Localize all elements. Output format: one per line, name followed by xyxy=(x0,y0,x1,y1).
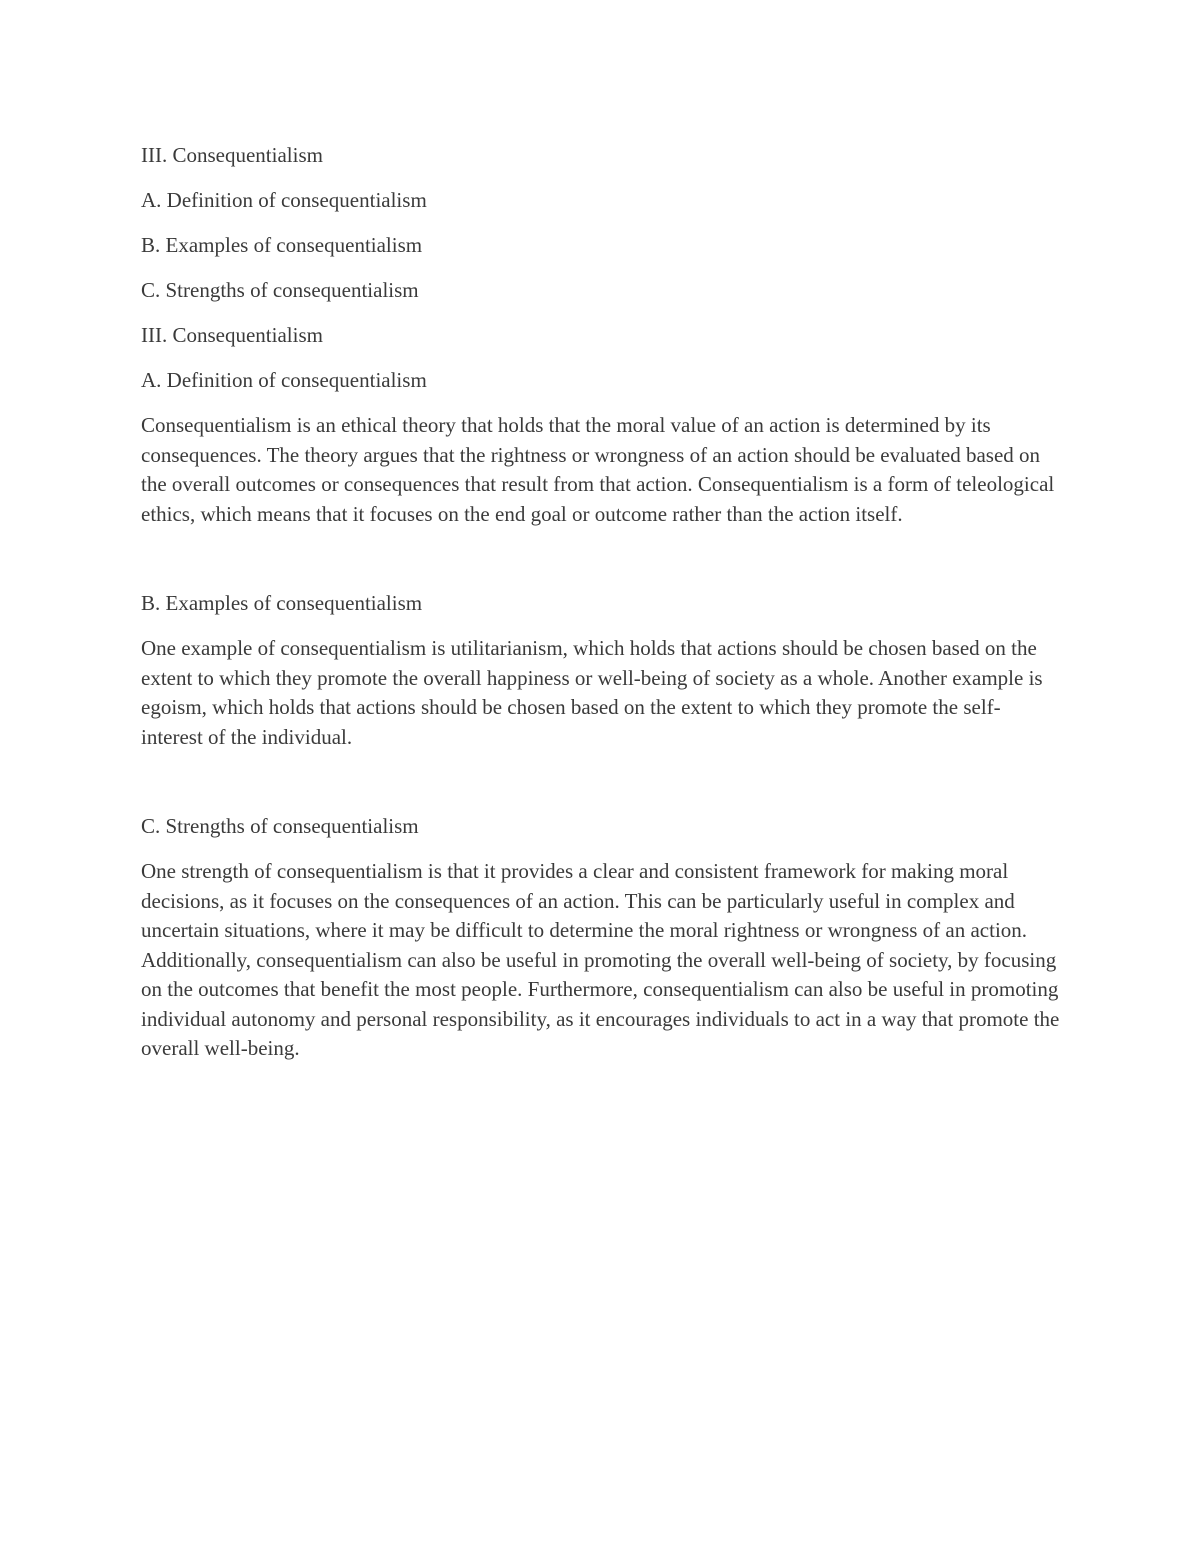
document-page xyxy=(141,141,1061,1064)
section-heading-definition: A. Definition of consequentialism xyxy=(141,368,427,392)
outline-line-definition: A. Definition of consequentialism xyxy=(141,188,427,212)
paragraph-spacer xyxy=(141,529,1061,589)
paragraph-strengths: One strength of consequentialism is that it provides a clear and consistent framework for making moral decisions, as it focuses on the consequences of an action. This can be particularly useful in complex and uncertain situations, where it may be difficult to determine the moral rightness or wrongness of an action. Additionally, consequentialism can also be useful in promoting the overall well-being of society, by focusing on the outcomes that benefit the most people. Furthermore, consequentialism can also be useful in promoting individual autonomy and personal responsibility, as it encourages individuals to act in a way that promote the overall well-being. xyxy=(141,859,1060,1060)
outline-line-examples: B. Examples of consequentialism xyxy=(141,233,423,257)
outline-line-section-title-repeat: III. Consequentialism xyxy=(141,323,323,347)
paragraph-examples: One example of consequentialism is utilitarianism, which holds that actions should be chosen based on the extent to which they promote the overall happiness or well-being of society as a whole. Another example is egoism, which holds that actions should be chosen based on the extent to which they promote the self-interest of the individual. xyxy=(141,636,1043,749)
section-heading-strengths: C. Strengths of consequentialism xyxy=(141,814,419,838)
paragraph-definition: Consequentialism is an ethical theory that holds that the moral value of an action is determined by its consequences. The theory argues that the rightness or wrongness of an action should be evaluated based on the overall outcomes or consequences that result from that action. Consequentialism is a form of teleological ethics, which means that it focuses on the end goal or outcome rather than the action itself. xyxy=(141,413,1055,526)
paragraph-spacer xyxy=(141,752,1061,812)
section-heading-examples: B. Examples of consequentialism xyxy=(141,591,423,615)
outline-line-section-title: III. Consequentialism xyxy=(141,143,323,167)
outline-line-strengths: C. Strengths of consequentialism xyxy=(141,278,419,302)
